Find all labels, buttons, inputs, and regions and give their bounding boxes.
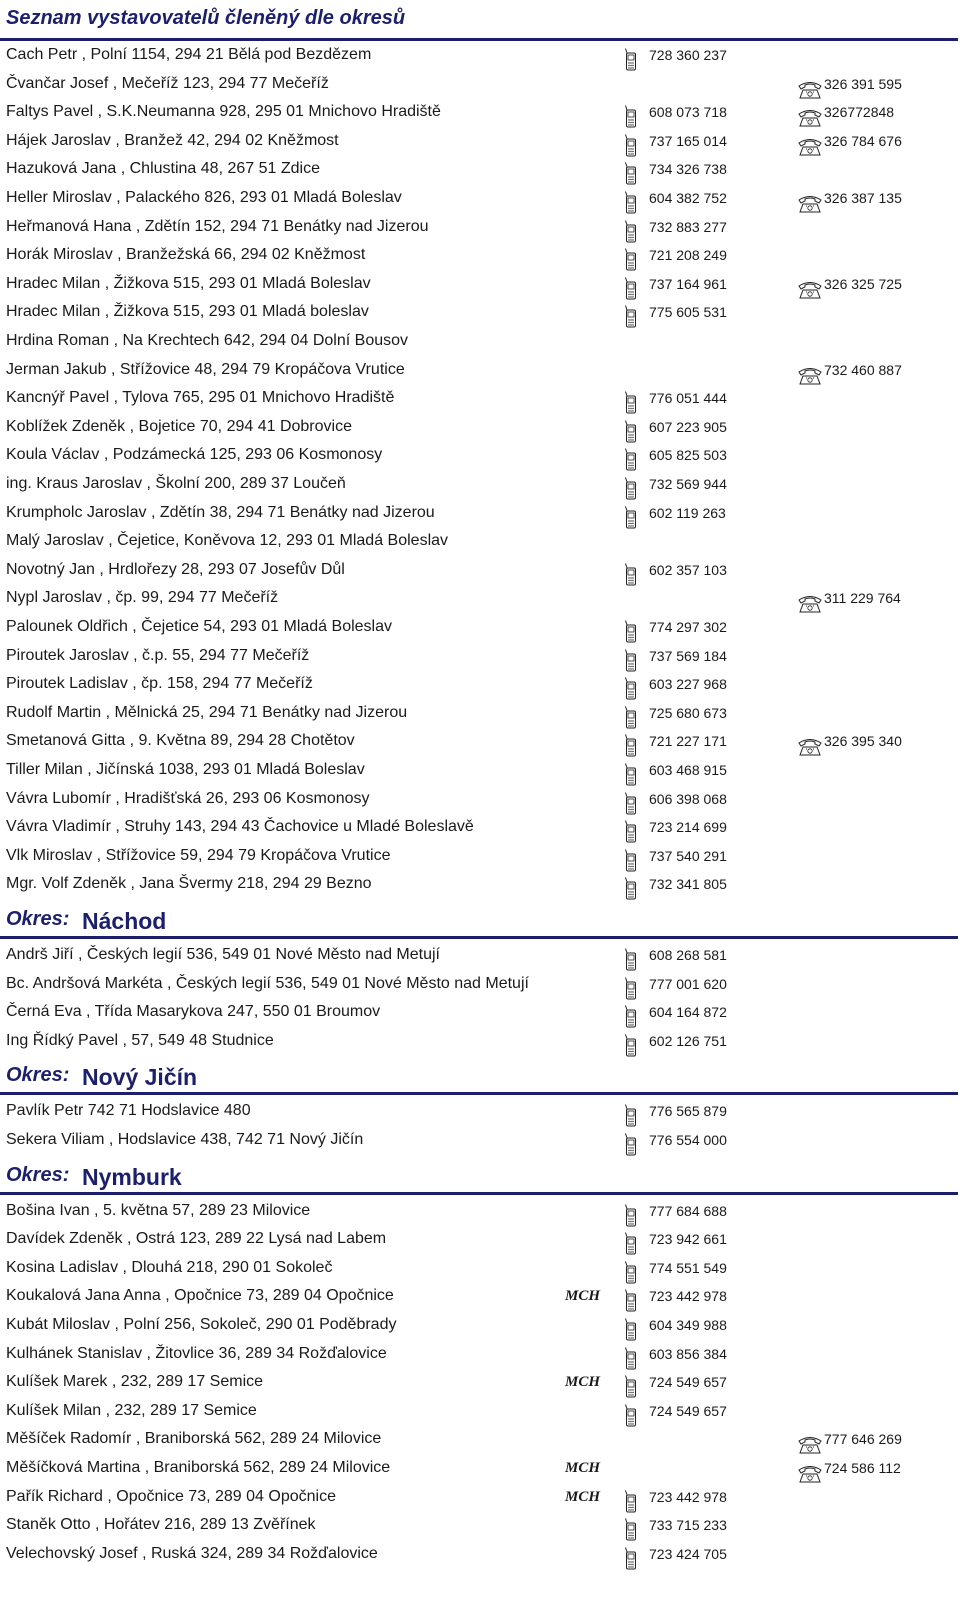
exhibitor-row: [0, 1400, 960, 1428]
exhibitor-row: [0, 1030, 960, 1058]
exhibitor-name-address: Novotný Jan , Hrdlořezy 28, 293 07 Josefův Důl: [6, 561, 345, 578]
exhibitor-name-address: Koukalová Jana Anna , Opočnice 73, 289 04 Opočnice: [6, 1287, 394, 1304]
mobile-phone-icon: [624, 620, 638, 644]
mobile-number: 723 424 705: [649, 1546, 727, 1562]
mobile-phone-icon: [624, 248, 638, 272]
exhibitor-name-address: Vávra Vladimír , Struhy 143, 294 43 Čachovice u Mladé Boleslavě: [6, 818, 474, 835]
exhibitor-row: [0, 1343, 960, 1371]
mobile-phone-icon: [624, 1261, 638, 1285]
phone-number: 326 391 595: [824, 76, 902, 92]
mobile-phone-icon: [624, 477, 638, 501]
phone-number: 724 586 112: [824, 1460, 901, 1476]
telephone-icon: [797, 735, 823, 757]
exhibitor-name-address: Horák Miroslav , Branžežská 66, 294 02 Kněžmost: [6, 246, 366, 263]
exhibitor-name-address: Kulhánek Stanislav , Žitovlice 36, 289 34 Rožďalovice: [6, 1345, 387, 1362]
mobile-number: 606 398 068: [649, 791, 727, 807]
mobile-phone-icon: [624, 1232, 638, 1256]
mobile-number: 725 680 673: [649, 705, 727, 721]
exhibitor-name-address: Piroutek Ladislav , čp. 158, 294 77 Mečeříž: [6, 675, 313, 692]
exhibitor-name-address: Tiller Milan , Jičínská 1038, 293 01 Mladá Boleslav: [6, 761, 365, 778]
exhibitor-row: [0, 1129, 960, 1157]
exhibitor-name-address: Vávra Lubomír , Hradišťská 26, 293 06 Kosmonosy: [6, 790, 370, 807]
mobile-phone-icon: [624, 849, 638, 873]
exhibitor-name-address: Malý Jaroslav , Čejetice, Koněvova 12, 293 01 Mladá Boleslav: [6, 532, 449, 549]
exhibitor-row: [0, 1514, 960, 1542]
exhibitor-row: [0, 730, 960, 758]
exhibitor-row: [0, 587, 960, 615]
exhibitor-row: [0, 473, 960, 501]
exhibitor-row: [0, 301, 960, 329]
mobile-number: 602 119 263: [649, 505, 726, 521]
mobile-phone-icon: [624, 1347, 638, 1371]
telephone-icon: [797, 135, 823, 157]
page-title: Seznam vystavovatelů členěný dle okresů: [6, 7, 406, 29]
mobile-number: 603 227 968: [649, 676, 727, 692]
exhibitor-row: [0, 387, 960, 415]
exhibitor-name-address: Koula Václav , Podzámecká 125, 293 06 Kosmonosy: [6, 446, 383, 463]
mobile-number: 775 605 531: [649, 304, 727, 320]
mobile-phone-icon: [624, 877, 638, 901]
mobile-phone-icon: [624, 1005, 638, 1029]
exhibitor-name-address: Jerman Jakub , Střížovice 48, 294 79 Kropáčova Vrutice: [6, 361, 405, 378]
phone-number: 777 646 269: [824, 1431, 902, 1447]
exhibitor-row: [0, 530, 960, 558]
mobile-number: 728 360 237: [649, 47, 727, 63]
exhibitor-name-address: Hradec Milan , Žižkova 515, 293 01 Mladá Boleslav: [6, 275, 371, 292]
mobile-number: 604 164 872: [649, 1004, 727, 1020]
exhibitor-row: [0, 873, 960, 901]
exhibitor-row: [0, 216, 960, 244]
exhibitor-name-address: Kulíšek Marek , 232, 289 17 Semice: [6, 1373, 264, 1390]
phone-number: 732 460 887: [824, 362, 902, 378]
mobile-number: 723 942 661: [649, 1231, 727, 1247]
mobile-number: 774 551 549: [649, 1260, 727, 1276]
mobile-number: 732 341 805: [649, 876, 727, 892]
mobile-number: 724 549 657: [649, 1374, 727, 1390]
exhibitor-name-address: Čvančar Josef , Mečeříž 123, 294 77 Mečeříž: [6, 75, 329, 92]
exhibitor-name-address: Nypl Jaroslav , čp. 99, 294 77 Mečeříž: [6, 589, 279, 606]
mobile-number: 605 825 503: [649, 447, 727, 463]
exhibitor-name-address: Hazuková Jana , Chlustina 48, 267 51 Zdice: [6, 160, 320, 177]
exhibitor-row: [0, 1200, 960, 1228]
mobile-number: 607 223 905: [649, 419, 727, 435]
okres-label: Okres:: [6, 1064, 70, 1087]
mobile-number: 604 382 752: [649, 190, 727, 206]
mobile-number: 737 164 961: [649, 276, 727, 292]
exhibitor-name-address: Palounek Oldřich , Čejetice 54, 293 01 Mladá Boleslav: [6, 618, 392, 635]
exhibitor-name-address: Piroutek Jaroslav , č.p. 55, 294 77 Mečeříž: [6, 647, 310, 664]
exhibitor-name-address: Bc. Andršová Markéta , Českých legií 536, 549 01 Nové Město nad Metují: [6, 975, 529, 992]
mobile-phone-icon: [624, 191, 638, 215]
mobile-phone-icon: [624, 1404, 638, 1428]
mch-mark: MCH: [565, 1460, 601, 1476]
exhibitor-name-address: Heřmanová Hana , Zdětín 152, 294 71 Benátky nad Jizerou: [6, 218, 429, 235]
exhibitor-row: [0, 416, 960, 444]
exhibitor-name-address: Kosina Ladislav , Dlouhá 218, 290 01 Sokoleč: [6, 1259, 333, 1276]
mobile-number: 723 442 978: [649, 1489, 727, 1505]
mobile-number: 602 126 751: [649, 1033, 727, 1049]
exhibitor-name-address: Sekera Viliam , Hodslavice 438, 742 71 Nový Jičín: [6, 1131, 364, 1148]
mobile-number: 732 569 944: [649, 476, 727, 492]
exhibitor-name-address: Staněk Otto , Hořátev 216, 289 13 Zvěřínek: [6, 1516, 316, 1533]
exhibitor-row: [0, 158, 960, 186]
mobile-phone-icon: [624, 820, 638, 844]
exhibitor-name-address: Kulíšek Milan , 232, 289 17 Semice: [6, 1402, 257, 1419]
exhibitor-row: [0, 1457, 960, 1485]
mobile-number: 737 165 014: [649, 133, 727, 149]
mch-mark: MCH: [565, 1288, 601, 1304]
mobile-number: 737 540 291: [649, 848, 727, 864]
exhibitor-row: [0, 1371, 960, 1399]
mobile-phone-icon: [624, 948, 638, 972]
exhibitor-name-address: Ing Řídký Pavel , 57, 549 48 Studnice: [6, 1032, 274, 1049]
mobile-phone-icon: [624, 563, 638, 587]
okres-heading: [0, 1160, 958, 1195]
district-name: Nový Jičín: [82, 1064, 198, 1091]
telephone-icon: [797, 106, 823, 128]
exhibitor-name-address: Měšíček Radomír , Braniborská 562, 289 24 Milovice: [6, 1430, 382, 1447]
mobile-phone-icon: [624, 1518, 638, 1542]
mobile-number: 776 051 444: [649, 390, 727, 406]
mobile-phone-icon: [624, 1289, 638, 1313]
exhibitor-row: [0, 330, 960, 358]
mobile-phone-icon: [624, 391, 638, 415]
mobile-phone-icon: [624, 1375, 638, 1399]
mobile-phone-icon: [624, 105, 638, 129]
exhibitor-row: [0, 502, 960, 530]
telephone-icon: [797, 1462, 823, 1484]
exhibitor-row: [0, 244, 960, 272]
okres-label: Okres:: [6, 1163, 70, 1186]
mobile-number: 737 569 184: [649, 648, 727, 664]
phone-number: 326 395 340: [824, 733, 902, 749]
mobile-phone-icon: [624, 706, 638, 730]
exhibitor-row: [0, 616, 960, 644]
phone-number: 326 784 676: [824, 133, 902, 149]
exhibitor-row: [0, 788, 960, 816]
telephone-icon: [797, 1433, 823, 1455]
mobile-number: 733 715 233: [649, 1517, 727, 1533]
telephone-icon: [797, 364, 823, 386]
phone-number: 326 387 135: [824, 190, 902, 206]
exhibitor-row: [0, 1257, 960, 1285]
telephone-icon: [797, 278, 823, 300]
exhibitor-name-address: Vlk Miroslav , Střížovice 59, 294 79 Kropáčova Vrutice: [6, 847, 391, 864]
exhibitor-name-address: Hájek Jaroslav , Branžež 42, 294 02 Kněžmost: [6, 132, 339, 149]
exhibitor-name-address: Davídek Zdeněk , Ostrá 123, 289 22 Lysá nad Labem: [6, 1230, 387, 1247]
exhibitor-row: [0, 1486, 960, 1514]
mobile-phone-icon: [624, 1490, 638, 1514]
exhibitor-row: [0, 359, 960, 387]
mobile-number: 732 883 277: [649, 219, 727, 235]
exhibitor-row: [0, 973, 960, 1001]
mobile-number: 721 208 249: [649, 247, 727, 263]
mobile-phone-icon: [624, 763, 638, 787]
mobile-phone-icon: [624, 677, 638, 701]
mobile-phone-icon: [624, 1104, 638, 1128]
exhibitor-name-address: Hrdina Roman , Na Krechtech 642, 294 04 Dolní Bousov: [6, 332, 409, 349]
exhibitor-row: [0, 559, 960, 587]
mobile-number: 603 856 384: [649, 1346, 727, 1362]
exhibitor-name-address: Rudolf Martin , Mělnická 25, 294 71 Benátky nad Jizerou: [6, 704, 408, 721]
exhibitor-row: [0, 1314, 960, 1342]
exhibitor-name-address: Kancnýř Pavel , Tylova 765, 295 01 Mnichovo Hradiště: [6, 389, 395, 406]
mobile-number: 777 684 688: [649, 1203, 727, 1219]
title-bar: [0, 2, 958, 41]
okres-heading: [0, 1060, 958, 1095]
mch-mark: MCH: [565, 1489, 601, 1505]
exhibitor-row: [0, 1001, 960, 1029]
mobile-number: 608 073 718: [649, 104, 727, 120]
exhibitor-row: [0, 845, 960, 873]
telephone-icon: [797, 192, 823, 214]
mobile-number: 777 001 620: [649, 976, 727, 992]
mobile-phone-icon: [624, 792, 638, 816]
exhibitor-name-address: Cach Petr , Polní 1154, 294 21 Bělá pod Bezdězem: [6, 46, 372, 63]
exhibitor-name-address: Pavlík Petr 742 71 Hodslavice 480: [6, 1102, 251, 1119]
mobile-phone-icon: [624, 649, 638, 673]
telephone-icon: [797, 78, 823, 100]
exhibitor-row: [0, 73, 960, 101]
mobile-number: 723 214 699: [649, 819, 727, 835]
exhibitor-name-address: Bošina Ivan , 5. května 57, 289 23 Milovice: [6, 1202, 311, 1219]
mobile-phone-icon: [624, 134, 638, 158]
mch-mark: MCH: [565, 1374, 601, 1390]
exhibitor-name-address: Hradec Milan , Žižkova 515, 293 01 Mladá boleslav: [6, 303, 369, 320]
mobile-phone-icon: [624, 305, 638, 329]
phone-number: 326772848: [824, 104, 895, 120]
mobile-number: 602 357 103: [649, 562, 727, 578]
exhibitor-row: [0, 759, 960, 787]
exhibitor-name-address: ing. Kraus Jaroslav , Školní 200, 289 37 Loučeň: [6, 475, 346, 492]
telephone-icon: [797, 592, 823, 614]
district-name: Náchod: [82, 908, 167, 934]
mobile-number: 723 442 978: [649, 1288, 727, 1304]
mobile-phone-icon: [624, 162, 638, 186]
exhibitor-name-address: Černá Eva , Třída Masarykova 247, 550 01 Broumov: [6, 1003, 381, 1020]
exhibitor-row: [0, 1285, 960, 1313]
exhibitor-row: [0, 101, 960, 129]
exhibitor-name-address: Kubát Miloslav , Polní 256, Sokoleč, 290 01 Poděbrady: [6, 1316, 397, 1333]
exhibitor-row: [0, 944, 960, 972]
mobile-phone-icon: [624, 734, 638, 758]
mobile-number: 734 326 738: [649, 161, 727, 177]
phone-number: 311 229 764: [824, 590, 901, 606]
exhibitor-row: [0, 44, 960, 72]
exhibitor-row: [0, 130, 960, 158]
exhibitor-name-address: Velechovský Josef , Ruská 324, 289 34 Rožďalovice: [6, 1545, 378, 1562]
exhibitor-row: [0, 645, 960, 673]
exhibitor-row: [0, 187, 960, 215]
exhibitor-row: [0, 816, 960, 844]
okres-label: Okres:: [6, 908, 70, 930]
exhibitor-name-address: Faltys Pavel , S.K.Neumanna 928, 295 01 Mnichovo Hradiště: [6, 103, 441, 120]
exhibitor-row: [0, 273, 960, 301]
mobile-phone-icon: [624, 448, 638, 472]
mobile-phone-icon: [624, 1547, 638, 1571]
mobile-phone-icon: [624, 1318, 638, 1342]
mobile-phone-icon: [624, 1133, 638, 1157]
mobile-number: 776 565 879: [649, 1103, 727, 1119]
exhibitor-name-address: Krumpholc Jaroslav , Zdětín 38, 294 71 Benátky nad Jizerou: [6, 504, 435, 521]
mobile-phone-icon: [624, 48, 638, 72]
mobile-phone-icon: [624, 506, 638, 530]
exhibitor-row: [0, 1543, 960, 1571]
exhibitor-row: [0, 444, 960, 472]
district-name: Nymburk: [82, 1163, 182, 1190]
exhibitor-name-address: Mgr. Volf Zdeněk , Jana Švermy 218, 294 29 Bezno: [6, 875, 372, 892]
exhibitor-row: [0, 1100, 960, 1128]
mobile-number: 603 468 915: [649, 762, 727, 778]
mobile-phone-icon: [624, 420, 638, 444]
mobile-number: 776 554 000: [649, 1132, 727, 1148]
mobile-phone-icon: [624, 220, 638, 244]
mobile-number: 774 297 302: [649, 619, 727, 635]
okres-heading: [0, 904, 958, 939]
mobile-number: 724 549 657: [649, 1403, 727, 1419]
mobile-phone-icon: [624, 1034, 638, 1058]
exhibitor-row: [0, 1428, 960, 1456]
exhibitor-row: [0, 1228, 960, 1256]
exhibitor-name-address: Koblížek Zdeněk , Bojetice 70, 294 41 Dobrovice: [6, 418, 352, 435]
exhibitor-name-address: Pařík Richard , Opočnice 73, 289 04 Opočnice: [6, 1488, 336, 1505]
mobile-number: 721 227 171: [649, 733, 727, 749]
mobile-number: 604 349 988: [649, 1317, 727, 1333]
mobile-phone-icon: [624, 1204, 638, 1228]
mobile-phone-icon: [624, 977, 638, 1001]
exhibitor-name-address: Měšíčková Martina , Braniborská 562, 289 24 Milovice: [6, 1459, 391, 1476]
exhibitor-row: [0, 702, 960, 730]
exhibitor-name-address: Andrš Jiří , Českých legií 536, 549 01 Nové Město nad Metují: [6, 946, 440, 963]
exhibitor-name-address: Heller Miroslav , Palackého 826, 293 01 Mladá Boleslav: [6, 189, 402, 206]
mobile-number: 608 268 581: [649, 947, 727, 963]
exhibitor-row: [0, 673, 960, 701]
mobile-phone-icon: [624, 277, 638, 301]
phone-number: 326 325 725: [824, 276, 902, 292]
exhibitor-name-address: Smetanová Gitta , 9. Května 89, 294 28 Chotětov: [6, 732, 355, 749]
